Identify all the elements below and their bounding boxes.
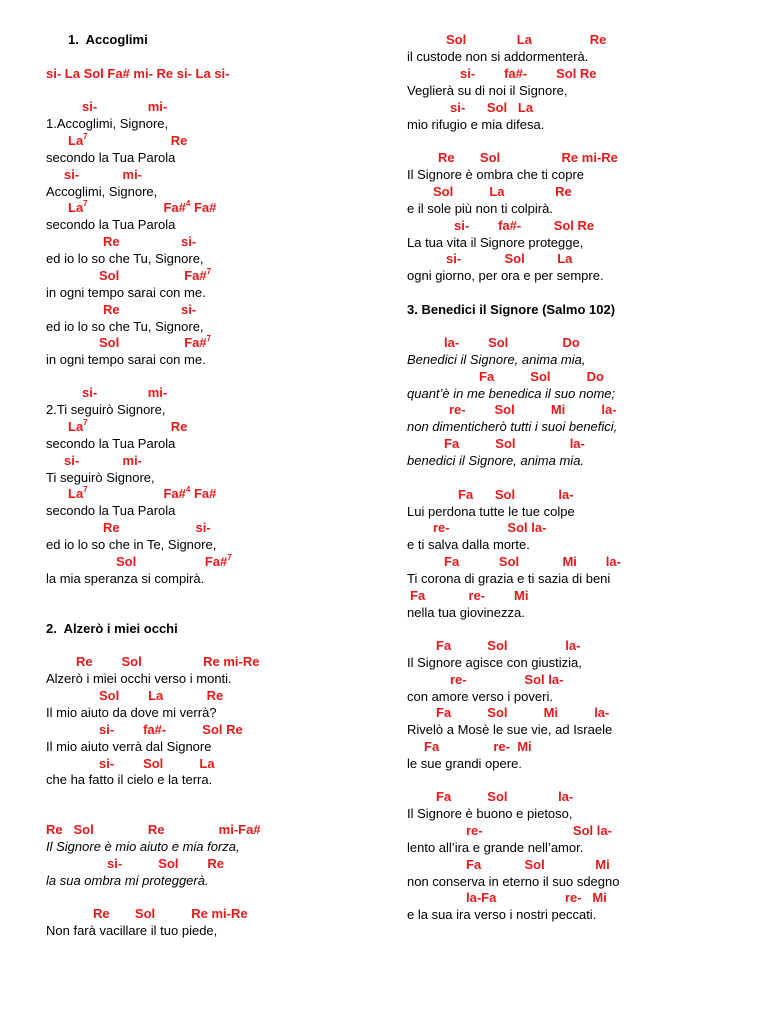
lyric-line: la mia speranza si compirà. [46,571,205,586]
chord-line: re- Sol la- [466,823,612,838]
chord-line: si- mi- [64,167,143,182]
chord-line: Re Sol Re mi-Re [76,654,260,669]
chord-line: Sol Fa#$^7$ [99,333,212,350]
lyric-line: non conserva in eterno il suo sdegno [407,874,620,889]
chord-line: si- Sol Re [107,856,225,871]
chord-line: La$^7$ Re [68,417,188,434]
song-title: 3. Benedici il Signore (Salmo 102) [407,302,616,317]
chord-line: Sol La Re [433,184,572,199]
lyric-line: ed io lo so che in Te, Signore, [46,537,217,552]
lyric-line: Non farà vacillare il tuo piede, [46,923,218,938]
lyric-line: secondo la Tua Parola [46,217,176,232]
lyric-line: 1.Accoglimi, Signore, [46,116,169,131]
chord-line: Sol Fa#$^7$ [116,552,232,569]
chord-line: si- mi- [64,453,143,468]
lyric-line: quant’è in me benedica il suo nome; [407,386,616,401]
lyric-line: ogni giorno, per ora e per sempre. [407,268,604,283]
lyric-line: il custode non si addormenterà. [407,49,589,64]
chord-line: Fa Sol la- [444,436,585,451]
lyric-line: La tua vita il Signore protegge, [407,235,584,250]
lyric-line: la sua ombra mi proteggerà. [46,873,209,888]
lyric-line: Lui perdona tutte le tue colpe [407,504,575,519]
lyric-line: Il Signore è buono e pietoso, [407,806,573,821]
lyric-line: ed io lo so che Tu, Signore, [46,251,204,266]
lyric-line: le sue grandi opere. [407,756,522,771]
lyric-line: e ti salva dalla morte. [407,537,530,552]
lyric-line: secondo la Tua Parola [46,436,176,451]
chord-line: si- mi- [82,385,168,400]
chord-line: La$^7$ Fa#$^4$ Fa# [68,198,217,215]
chord-line: si- Sol La [446,251,573,266]
chord-line: Fa Sol Mi [466,857,610,872]
chord-line: La$^7$ Re [68,131,188,148]
chord-line: Fa Sol Mi la- [436,705,610,720]
lyric-line: secondo la Tua Parola [46,150,176,165]
chord-line: re- Sol Mi la- [449,402,617,417]
chord-line: Re Sol Re mi-Fa# [46,822,261,837]
chord-line: Fa Sol la- [436,789,574,804]
chord-line: Fa Sol Do [479,369,604,384]
chord-line: Fa Sol la- [436,638,581,653]
lyric-line: Il Signore è mio aiuto e mia forza, [46,839,240,854]
lyric-line: Il Signore agisce con giustizia, [407,655,582,670]
chord-line: si- fa#- Sol Re [454,218,595,233]
lyric-line: Benedici il Signore, anima mia, [407,352,586,367]
chord-line: si- Sol La [99,756,215,771]
lyric-line: mio rifugio e mia difesa. [407,117,545,132]
lyric-line: Rivelò a Mosè le sue vie, ad Israele [407,722,613,737]
lyric-line: in ogni tempo sarai con me. [46,285,206,300]
chord-line: si- La Sol Fa# mi- Re si- La si- [46,66,230,81]
lyric-line: Veglierà su di noi il Signore, [407,83,568,98]
lyric-line: e la sua ira verso i nostri peccati. [407,907,597,922]
lyric-line: lento all’ira e grande nell’amor. [407,840,584,855]
lyric-line: ed io lo so che Tu, Signore, [46,319,204,334]
chord-line: si- Sol La [450,100,534,115]
chord-line: Re si- [103,234,197,249]
chord-line: si- fa#- Sol Re [99,722,243,737]
chord-line: la- Sol Do [444,335,580,350]
chord-line: re- Sol la- [450,672,564,687]
chord-line: Sol Fa#$^7$ [99,266,212,283]
chord-line: Sol La Re [446,32,607,47]
chord-line: Re si- [103,520,211,535]
lyric-line: Ti seguirò Signore, [46,470,155,485]
song-title: 2. Alzerò i miei occhi [46,621,178,636]
lyric-line: Alzerò i miei occhi verso i monti. [46,671,232,686]
lyric-line: che ha fatto il cielo e la terra. [46,772,213,787]
lyric-line: Ti corona di grazia e ti sazia di beni [407,571,611,586]
lyric-line: benedici il Signore, anima mia. [407,453,585,468]
chord-line: Fa Sol Mi la- [444,554,621,569]
chord-line: la-Fa re- Mi [466,890,607,905]
chord-line: si- fa#- Sol Re [460,66,597,81]
chord-line: Re si- [103,302,197,317]
lyric-line: 2.Ti seguirò Signore, [46,402,166,417]
lyric-line: nella tua giovinezza. [407,605,525,620]
lyric-line: non dimenticherò tutti i suoi benefici, [407,419,618,434]
lyric-line: e il sole più non ti colpirà. [407,201,553,216]
chord-line: Fa Sol la- [458,487,574,502]
song-title: 1. Accoglimi [68,32,148,47]
lyric-line: Il Signore è ombra che ti copre [407,167,585,182]
chord-line: Fa re- Mi [410,588,529,603]
chord-line: Sol La Re [99,688,224,703]
chord-line: Re Sol Re mi-Re [438,150,618,165]
lyric-line: Il mio aiuto da dove mi verrà? [46,705,217,720]
chord-line: Fa re- Mi [424,739,532,754]
lyric-line: con amore verso i poveri. [407,689,553,704]
lyric-line: in ogni tempo sarai con me. [46,352,206,367]
chord-line: re- Sol la- [433,520,547,535]
chord-line: La$^7$ Fa#$^4$ Fa# [68,484,217,501]
lyric-line: secondo la Tua Parola [46,503,176,518]
lyric-line: Il mio aiuto verrà dal Signore [46,739,212,754]
chord-line: si- mi- [82,99,168,114]
chord-line: Re Sol Re mi-Re [93,906,248,921]
lyric-line: Accoglimi, Signore, [46,184,158,199]
